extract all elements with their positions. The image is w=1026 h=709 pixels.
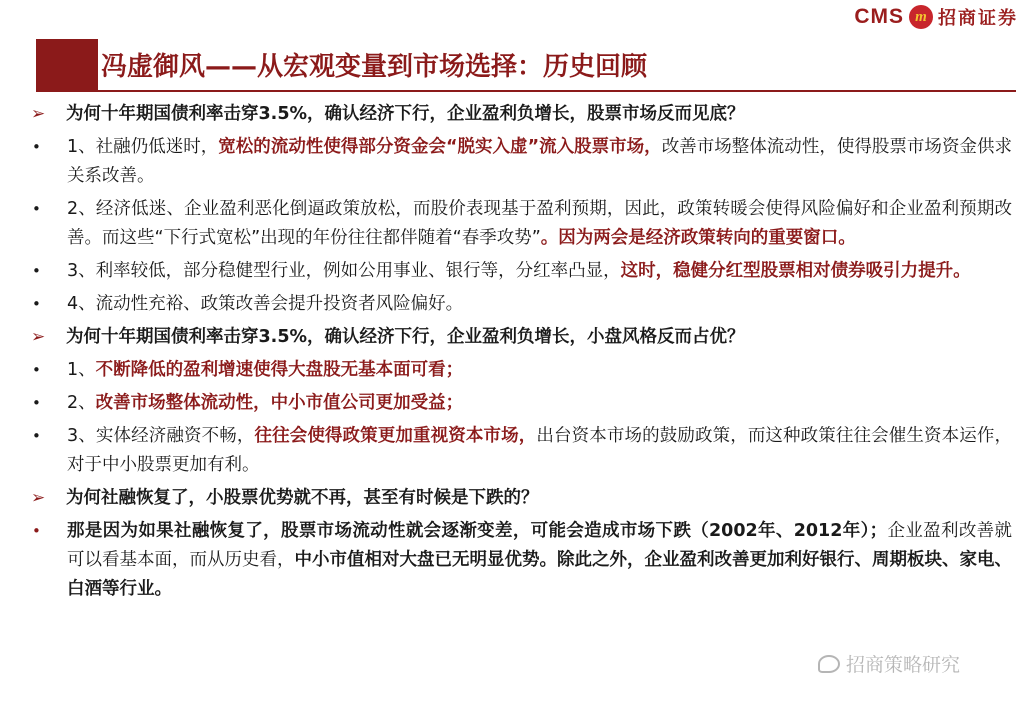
list-item <box>30 517 1012 604</box>
text-segment: 2、 <box>67 393 96 413</box>
text-segment: 不断降低的盈利增速使得大盘股无基本面可看； <box>95 360 464 380</box>
list-item <box>30 422 1012 480</box>
question-item <box>30 323 1012 352</box>
item-text <box>67 422 1012 480</box>
bullet-icon: • <box>32 361 41 379</box>
bullet-icon: • <box>32 394 41 412</box>
list-item <box>30 389 1012 418</box>
text-segment: 1、 <box>67 360 96 380</box>
question-item <box>30 484 1012 513</box>
text-segment: 改善市场整体流动性，中小市值公司更加受益； <box>95 393 464 413</box>
list-item <box>30 290 1012 319</box>
item-text <box>67 133 1012 191</box>
question-item <box>30 100 1012 129</box>
text-segment: 3、利率较低，部分稳健型行业，例如公用事业、银行等，分红率凸显， <box>67 261 621 281</box>
text-segment: 1、社融仍低迷时， <box>67 137 219 157</box>
wechat-icon <box>818 655 840 673</box>
bullet-icon: • <box>32 138 41 156</box>
text-segment: 4、流动性充裕、政策改善会提升投资者风险偏好。 <box>67 294 464 314</box>
text-segment: 企业盈利改善就可以看基本面，而从历史看， <box>67 521 1012 570</box>
text-segment: 改善市场整体流动性，使得股票市场资金供求关系改善。 <box>67 137 1012 186</box>
item-text <box>66 323 1012 352</box>
logo-latin: CMS <box>854 5 904 28</box>
text-segment: 往往会使得政策更加重视资本市场， <box>254 426 537 446</box>
watermark-text: 招商策略研究 <box>846 654 961 676</box>
watermark <box>818 650 960 677</box>
text-segment: 宽松的流动性使得部分资金会“脱实入虚”流入股票市场， <box>218 137 662 157</box>
title-divider <box>36 90 1016 92</box>
item-text <box>66 484 1012 513</box>
text-segment: 出台资本市场的鼓励政策，而这种政策往往会催生资本运作，对于中小股票更加有利。 <box>67 426 1012 475</box>
text-segment: 3、实体经济融资不畅， <box>67 426 255 446</box>
text-segment: 这时，稳健分红型股票相对债券吸引力提升。 <box>620 261 971 281</box>
item-text <box>67 389 1012 418</box>
arrow-icon: ➢ <box>31 488 46 508</box>
text-segment: 中小市值相对大盘已无明显优势。除此之外，企业盈利改善更加利好银行、周期板块、家电、白酒等行业。 <box>67 550 1012 599</box>
text-segment: 为何社融恢复了，小股票优势就不再，甚至有时候是下跌的？ <box>66 488 539 508</box>
bullet-list <box>30 100 1012 608</box>
item-text <box>67 257 1012 286</box>
bullet-icon: • <box>32 427 41 445</box>
list-item <box>30 133 1012 191</box>
item-text <box>67 356 1012 385</box>
title-accent-block <box>36 39 98 91</box>
arrow-icon: ➢ <box>31 327 46 347</box>
bullet-icon: • <box>32 200 41 218</box>
logo-chinese: 招商证券 <box>938 8 1018 29</box>
item-text <box>67 290 1012 319</box>
item-text <box>67 195 1012 253</box>
text-segment: 为何十年期国债利率击穿3.5%，确认经济下行，企业盈利负增长，股票市场反而见底？ <box>66 104 745 124</box>
text-segment: 为何十年期国债利率击穿3.5%，确认经济下行，企业盈利负增长，小盘风格反而占优？ <box>66 327 745 347</box>
text-segment: 2、经济低迷、企业盈利恶化倒逼政策放松，而股价表现基于盈利预期，因此，政策转暖会使得风险偏好和企业盈利预期改善。而这些“下行式宽松”出现的年份往往都伴随着“春季攻势” <box>67 199 1012 248</box>
text-segment: 那是因为如果社融恢复了，股票市场流动性就会逐渐变差，可能会造成市场下跌（2002年、2012年）； <box>67 521 888 541</box>
list-item <box>30 195 1012 253</box>
item-text <box>66 100 1012 129</box>
text-segment: 。因为两会是经济政策转向的重要窗口。 <box>540 228 856 248</box>
brand-logo <box>854 4 1018 30</box>
item-text <box>67 517 1012 604</box>
arrow-icon: ➢ <box>31 104 46 124</box>
logo-mark-icon: m <box>909 5 933 29</box>
list-item <box>30 356 1012 385</box>
redbullet-icon: • <box>32 522 41 540</box>
list-item <box>30 257 1012 286</box>
bullet-icon: • <box>32 262 41 280</box>
page-title: 冯虚御风——从宏观变量到市场选择：历史回顾 <box>101 52 648 82</box>
bullet-icon: • <box>32 295 41 313</box>
